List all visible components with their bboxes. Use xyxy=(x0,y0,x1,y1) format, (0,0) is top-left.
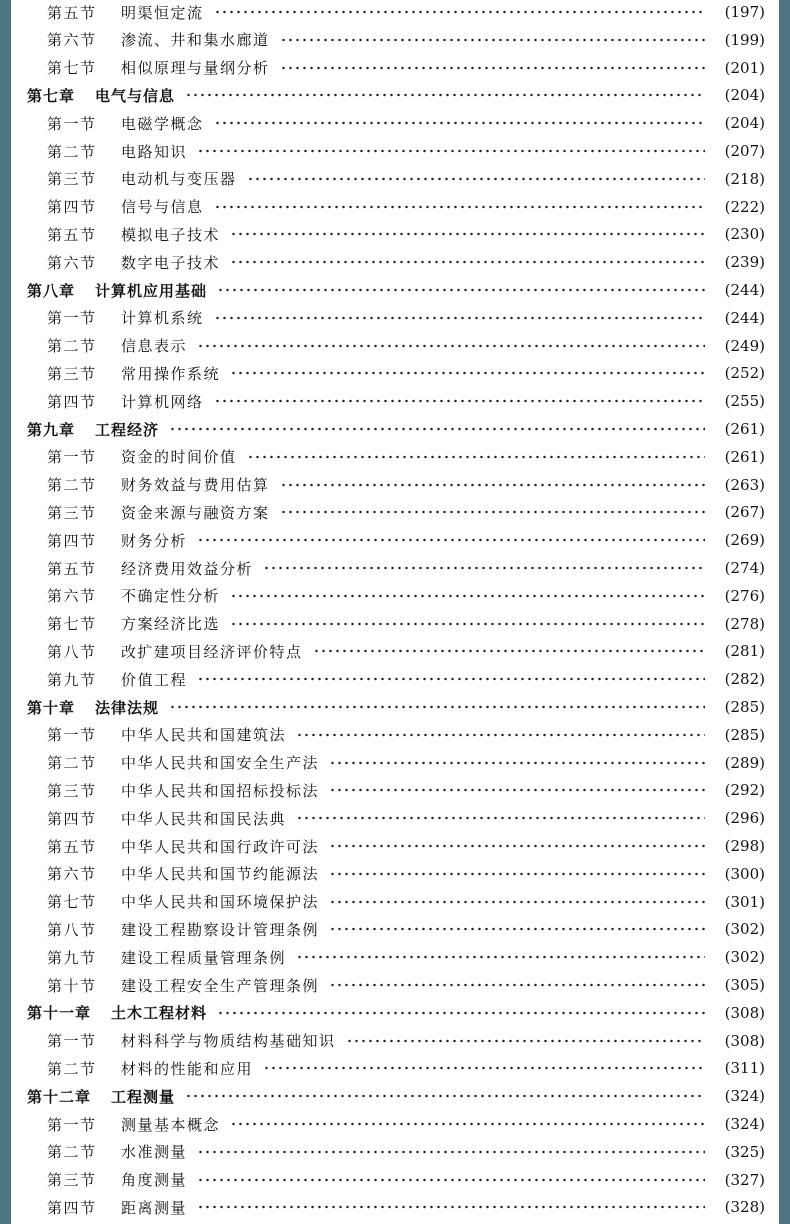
toc-section-row[interactable] xyxy=(11,193,779,221)
toc-chapter-row[interactable] xyxy=(11,81,779,109)
page-number: (204) xyxy=(724,114,765,133)
page-number: (308) xyxy=(724,1003,765,1022)
page-number: (197) xyxy=(724,3,765,21)
page-number: (282) xyxy=(724,670,765,689)
section-number: 第三节 xyxy=(47,503,97,522)
section-title: 方案经济比选 xyxy=(121,615,221,634)
page-number: (305) xyxy=(724,976,765,994)
toc-section-row[interactable] xyxy=(11,526,779,554)
toc-section-row[interactable] xyxy=(11,1166,779,1194)
page-number: (324) xyxy=(724,1115,765,1133)
section-title: 建设工程勘察设计管理条例 xyxy=(121,920,320,939)
dot-leader xyxy=(214,121,705,125)
page-number: (201) xyxy=(724,58,765,77)
section-number: 第三节 xyxy=(47,170,97,189)
dot-leader xyxy=(313,649,705,653)
section-title: 建设工程安全生产管理条例 xyxy=(121,976,320,995)
toc-chapter-row[interactable] xyxy=(11,415,779,443)
toc-section-row[interactable] xyxy=(11,1193,779,1221)
dot-leader xyxy=(280,38,705,42)
dot-leader xyxy=(197,1205,705,1209)
page-number: (298) xyxy=(724,837,765,855)
section-number: 第一节 xyxy=(47,309,97,328)
dot-leader xyxy=(185,1094,705,1098)
dot-leader xyxy=(230,260,705,264)
toc-section-row[interactable] xyxy=(11,860,779,888)
section-number: 第七节 xyxy=(47,615,97,634)
dot-leader xyxy=(280,483,705,487)
chapter-number: 第十二章 xyxy=(27,1087,92,1106)
section-title: 不确定性分析 xyxy=(121,587,221,606)
section-number: 第二节 xyxy=(47,1143,97,1162)
section-number: 第八节 xyxy=(47,642,97,661)
toc-section-row[interactable] xyxy=(11,776,779,804)
page-number: (230) xyxy=(724,225,765,244)
page-number: (292) xyxy=(724,781,765,800)
section-title: 角度测量 xyxy=(121,1171,188,1190)
section-number: 第三节 xyxy=(47,781,97,800)
toc-section-row[interactable] xyxy=(11,26,779,54)
dot-leader xyxy=(346,1039,705,1043)
chapter-number: 第八章 xyxy=(27,281,76,300)
section-title: 中华人民共和国建筑法 xyxy=(121,726,287,745)
section-title: 模拟电子技术 xyxy=(121,225,221,244)
page-number: (249) xyxy=(724,336,765,355)
dot-leader xyxy=(197,1150,705,1154)
chapter-number: 第九章 xyxy=(27,420,76,439)
section-title: 计算机网络 xyxy=(121,392,204,411)
page-number: (302) xyxy=(724,948,765,967)
section-title: 电磁学概念 xyxy=(121,114,204,133)
dot-leader xyxy=(169,427,705,431)
section-title: 水准测量 xyxy=(121,1143,188,1162)
dot-leader xyxy=(280,66,705,70)
chapter-number: 第十一章 xyxy=(27,1004,92,1023)
section-title: 电路知识 xyxy=(121,142,188,161)
section-title: 计算机系统 xyxy=(121,309,204,328)
section-number: 第二节 xyxy=(47,754,97,773)
section-number: 第四节 xyxy=(47,809,97,828)
toc-section-row[interactable] xyxy=(11,915,779,943)
page-number: (261) xyxy=(724,420,765,438)
page-number: (328) xyxy=(724,1198,765,1217)
dot-leader xyxy=(329,788,705,792)
toc-section-row[interactable] xyxy=(11,721,779,749)
toc-chapter-row[interactable] xyxy=(11,1082,779,1110)
section-title: 测量基本概念 xyxy=(121,1115,221,1134)
dot-leader xyxy=(247,177,705,181)
section-number: 第三节 xyxy=(47,1171,97,1190)
toc-section-row[interactable] xyxy=(11,471,779,499)
section-title: 信息表示 xyxy=(121,337,188,356)
toc-section-row[interactable] xyxy=(11,220,779,248)
section-title: 明渠恒定流 xyxy=(121,3,204,22)
section-title: 电动机与变压器 xyxy=(121,170,237,189)
section-number: 第七节 xyxy=(47,59,97,78)
toc-section-row[interactable] xyxy=(11,1110,779,1138)
section-number: 第一节 xyxy=(47,1032,97,1051)
page-number: (263) xyxy=(724,475,765,494)
section-number: 第九节 xyxy=(47,670,97,689)
toc-section-row[interactable] xyxy=(11,832,779,860)
page-number: (311) xyxy=(724,1059,765,1078)
page-number: (281) xyxy=(724,642,765,661)
section-title: 中华人民共和国环境保护法 xyxy=(121,893,320,912)
section-number: 第五节 xyxy=(47,225,97,244)
dot-leader xyxy=(197,1178,705,1182)
toc-section-row[interactable] xyxy=(11,665,779,693)
page-number: (308) xyxy=(724,1031,765,1050)
toc-section-row[interactable] xyxy=(11,554,779,582)
dot-leader xyxy=(214,10,705,14)
toc-section-row[interactable] xyxy=(11,443,779,471)
section-title: 经济费用效益分析 xyxy=(121,559,254,578)
chapter-title: 土木工程材料 xyxy=(111,1004,208,1023)
dot-leader xyxy=(230,371,705,375)
toc-section-row[interactable] xyxy=(11,0,779,26)
page-number: (199) xyxy=(724,30,765,49)
toc-section-row[interactable] xyxy=(11,498,779,526)
dot-leader xyxy=(214,205,705,209)
page-number: (276) xyxy=(724,586,765,605)
page-number: (289) xyxy=(724,753,765,772)
dot-leader xyxy=(197,677,705,681)
chapter-title: 计算机应用基础 xyxy=(95,281,208,300)
section-number: 第一节 xyxy=(47,448,97,467)
page-number: (252) xyxy=(724,364,765,383)
section-number: 第二节 xyxy=(47,476,97,495)
dot-leader xyxy=(230,622,705,626)
toc-section-row[interactable] xyxy=(11,332,779,360)
dot-leader xyxy=(185,93,705,97)
section-title: 中华人民共和国节约能源法 xyxy=(121,865,320,884)
dot-leader xyxy=(217,288,705,292)
page-number: (278) xyxy=(724,614,765,633)
dot-leader xyxy=(247,455,705,459)
section-number: 第三节 xyxy=(47,364,97,383)
dot-leader xyxy=(263,1066,705,1070)
dot-leader xyxy=(296,733,705,737)
page-number: (267) xyxy=(724,503,765,522)
toc-section-row[interactable] xyxy=(11,359,779,387)
section-title: 价值工程 xyxy=(121,670,188,689)
toc-section-row[interactable] xyxy=(11,248,779,276)
section-number: 第一节 xyxy=(47,726,97,745)
dot-leader xyxy=(230,232,705,236)
page-number: (302) xyxy=(724,920,765,939)
section-title: 材料的性能和应用 xyxy=(121,1059,254,1078)
dot-leader xyxy=(296,955,705,959)
section-title: 常用操作系统 xyxy=(121,364,221,383)
section-number: 第一节 xyxy=(47,1115,97,1134)
section-title: 财务效益与费用估算 xyxy=(121,476,270,495)
dot-leader xyxy=(230,1122,705,1126)
page-number: (269) xyxy=(724,531,765,550)
page-number: (244) xyxy=(724,308,765,327)
toc-section-row[interactable] xyxy=(11,54,779,82)
dot-leader xyxy=(329,844,705,848)
dot-leader xyxy=(329,872,705,876)
section-number: 第六节 xyxy=(47,253,97,272)
section-number: 第十节 xyxy=(47,976,97,995)
page-number: (327) xyxy=(724,1170,765,1189)
section-title: 改扩建项目经济评价特点 xyxy=(121,642,303,661)
page-number: (285) xyxy=(724,698,765,716)
section-title: 渗流、井和集水廊道 xyxy=(121,31,270,50)
toc-section-row[interactable] xyxy=(11,137,779,165)
section-title: 资金来源与融资方案 xyxy=(121,503,270,522)
dot-leader xyxy=(280,510,705,514)
section-number: 第六节 xyxy=(47,865,97,884)
toc-section-row[interactable] xyxy=(11,1054,779,1082)
toc-section-row[interactable] xyxy=(11,610,779,638)
section-title: 中华人民共和国民法典 xyxy=(121,809,287,828)
toc-section-row[interactable] xyxy=(11,1138,779,1166)
page-number: (244) xyxy=(724,281,765,299)
section-title: 中华人民共和国安全生产法 xyxy=(121,754,320,773)
chapter-number: 第七章 xyxy=(27,86,76,105)
dot-leader xyxy=(214,316,705,320)
toc-section-row[interactable] xyxy=(11,804,779,832)
dot-leader xyxy=(329,983,705,987)
section-number: 第二节 xyxy=(47,1059,97,1078)
dot-leader xyxy=(329,761,705,765)
toc-section-row[interactable] xyxy=(11,637,779,665)
section-number: 第六节 xyxy=(47,31,97,50)
dot-leader xyxy=(197,344,705,348)
page-number: (218) xyxy=(724,169,765,188)
toc-section-row[interactable] xyxy=(11,304,779,332)
chapter-title: 法律法规 xyxy=(95,698,160,717)
section-number: 第四节 xyxy=(47,392,97,411)
toc-section-row[interactable] xyxy=(11,888,779,916)
section-title: 建设工程质量管理条例 xyxy=(121,948,287,967)
page-number: (325) xyxy=(724,1142,765,1161)
dot-leader xyxy=(214,399,705,403)
section-number: 第五节 xyxy=(47,559,97,578)
section-number: 第九节 xyxy=(47,948,97,967)
dot-leader xyxy=(296,816,705,820)
section-number: 第八节 xyxy=(47,920,97,939)
page-number: (239) xyxy=(724,253,765,272)
page-number: (204) xyxy=(724,86,765,105)
toc-section-row[interactable] xyxy=(11,1027,779,1055)
page-number: (274) xyxy=(724,559,765,577)
dot-leader xyxy=(329,900,705,904)
section-number: 第七节 xyxy=(47,893,97,912)
toc-section-row[interactable] xyxy=(11,971,779,999)
toc-section-row[interactable] xyxy=(11,165,779,193)
dot-leader xyxy=(230,594,705,598)
section-title: 中华人民共和国招标投标法 xyxy=(121,781,320,800)
section-title: 相似原理与量纲分析 xyxy=(121,59,270,78)
section-title: 材料科学与物质结构基础知识 xyxy=(121,1032,336,1051)
chapter-title: 电气与信息 xyxy=(95,86,176,105)
section-number: 第四节 xyxy=(47,531,97,550)
section-title: 财务分析 xyxy=(121,531,188,550)
section-number: 第二节 xyxy=(47,142,97,161)
dot-leader xyxy=(197,538,705,542)
page-number: (301) xyxy=(724,892,765,911)
page-number: (324) xyxy=(724,1087,765,1106)
section-title: 中华人民共和国行政许可法 xyxy=(121,837,320,856)
toc-chapter-row[interactable] xyxy=(11,999,779,1027)
chapter-number: 第十章 xyxy=(27,698,76,717)
toc-section-row[interactable] xyxy=(11,582,779,610)
page-number: (255) xyxy=(724,392,765,411)
dot-leader xyxy=(217,1011,705,1015)
section-number: 第六节 xyxy=(47,587,97,606)
toc-page xyxy=(11,0,779,1224)
toc-chapter-row[interactable] xyxy=(11,693,779,721)
toc-chapter-row[interactable] xyxy=(11,276,779,304)
chapter-title: 工程经济 xyxy=(95,420,160,439)
section-number: 第四节 xyxy=(47,1198,97,1217)
section-title: 数字电子技术 xyxy=(121,253,221,272)
page-number: (285) xyxy=(724,725,765,744)
section-number: 第一节 xyxy=(47,114,97,133)
page-number: (207) xyxy=(724,142,765,160)
section-title: 资金的时间价值 xyxy=(121,448,237,467)
section-number: 第五节 xyxy=(47,837,97,856)
toc-section-row[interactable] xyxy=(11,387,779,415)
page-number: (296) xyxy=(724,809,765,828)
toc-section-row[interactable] xyxy=(11,109,779,137)
section-number: 第二节 xyxy=(47,337,97,356)
chapter-title: 工程测量 xyxy=(111,1087,176,1106)
toc-section-row[interactable] xyxy=(11,749,779,777)
dot-leader xyxy=(169,705,705,709)
dot-leader xyxy=(329,927,705,931)
section-title: 信号与信息 xyxy=(121,198,204,217)
section-title: 距离测量 xyxy=(121,1198,188,1217)
page-number: (222) xyxy=(724,197,765,216)
page-number: (261) xyxy=(724,447,765,466)
dot-leader xyxy=(197,149,705,153)
section-number: 第四节 xyxy=(47,198,97,217)
dot-leader xyxy=(263,566,705,570)
section-number: 第五节 xyxy=(47,3,97,22)
page-number: (300) xyxy=(724,864,765,883)
toc-section-row[interactable] xyxy=(11,943,779,971)
